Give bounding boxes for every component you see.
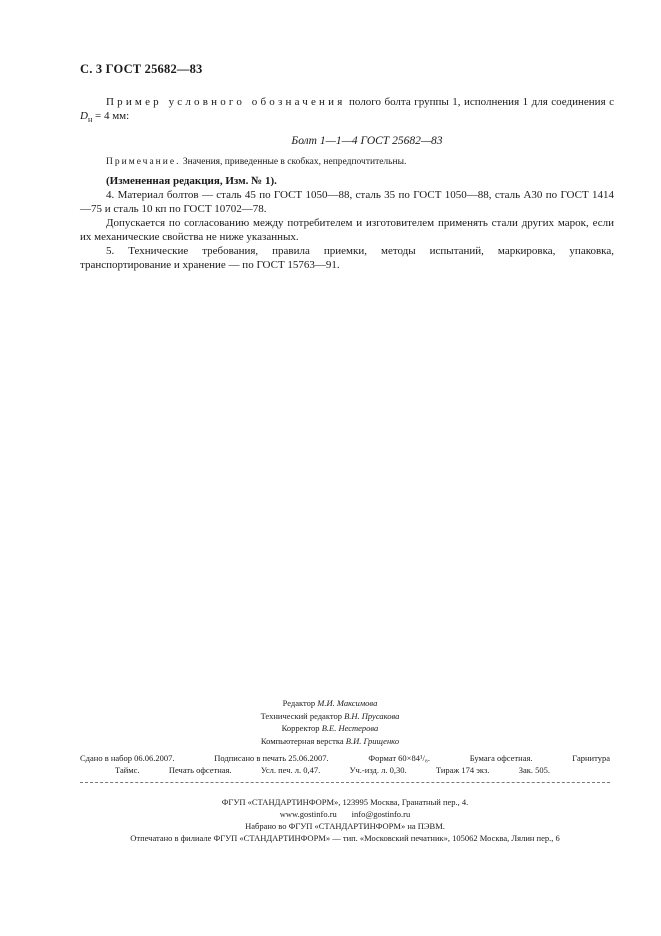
credit-editor: Редактор М.И. Максимова [282,698,378,708]
note-label: Примечание. [106,157,181,168]
designation-example: Пример условного обозначения полого болта группы 1, исполнения 1 для соединения с $D_н = 4$ мм: [80,96,615,125]
paragraph-4: 4. Материал болтов — сталь 45 по ГОСТ 1050—88, сталь 35 по ГОСТ 1050—88, сталь А30 по ГОСТ 1414—75 и сталь 10 кп по ГОСТ 10702—78. [80,189,614,216]
credits-block [200,697,460,747]
revision-note: (Измененная редакция, Изм. № 1). [106,175,277,188]
website-link: www.gostinfo.ru [279,809,337,819]
imprint-row-2: Таймс. Печать офсетная. Усл. печ. л. 0,47. Уч.-изд. л. 0,30. Тираж 174 экз. Зак. 505. [115,765,550,775]
imprint-row-1: Сдано в набор 06.06.2007. Подписано в печать 25.06.2007. Формат 60×84¹/₈. Бумага офсетная. Гарнитура [80,753,610,763]
page-title: С. 3 ГОСТ 25682—83 [80,62,203,76]
example-lead: Пример условного обозначения [106,96,346,108]
publisher-block [80,796,610,844]
paragraph-4-continued: Допускается по согласованию между потребителем и изготовителем применять стали других марок, если их механические свойства не ниже указанных. [80,217,614,244]
credit-tech-editor: Технический редактор В.Н. Прусакова [260,710,400,721]
note: Примечание. Значения, приведенные в скобках, непредпочтительны. [106,157,407,168]
credit-corrector: Корректор В.Е. Нестерова [281,723,379,733]
diameter-symbol: D [80,110,88,122]
designation-formula: Болт 1—1—4 ГОСТ 25682—83 [291,135,443,148]
email-link: info@gostinfo.ru [351,809,411,819]
imprint-block [80,752,610,776]
publisher-contacts [80,808,610,820]
body-text [80,95,614,272]
credit-layout: Компьютерная верстка В.И. Грищенко [260,735,400,746]
typeset-note: Набрано во ФГУП «СТАНДАРТИНФОРМ» на ПЭВМ. [245,821,445,831]
printed-note: Отпечатано в филиале ФГУП «СТАНДАРТИНФОРМ» — тип. «Московский печатник», 105062 Москва, Лялин пер., 6 [130,833,560,843]
divider [80,782,610,783]
paragraph-5: 5. Технические требования, правила приемки, методы испытаний, маркировка, упаковка, транспортирование и хранение — по ГОСТ 15763—91. [80,245,614,272]
publisher-address: ФГУП «СТАНДАРТИНФОРМ», 123995 Москва, Гранатный пер., 4. [221,797,469,807]
